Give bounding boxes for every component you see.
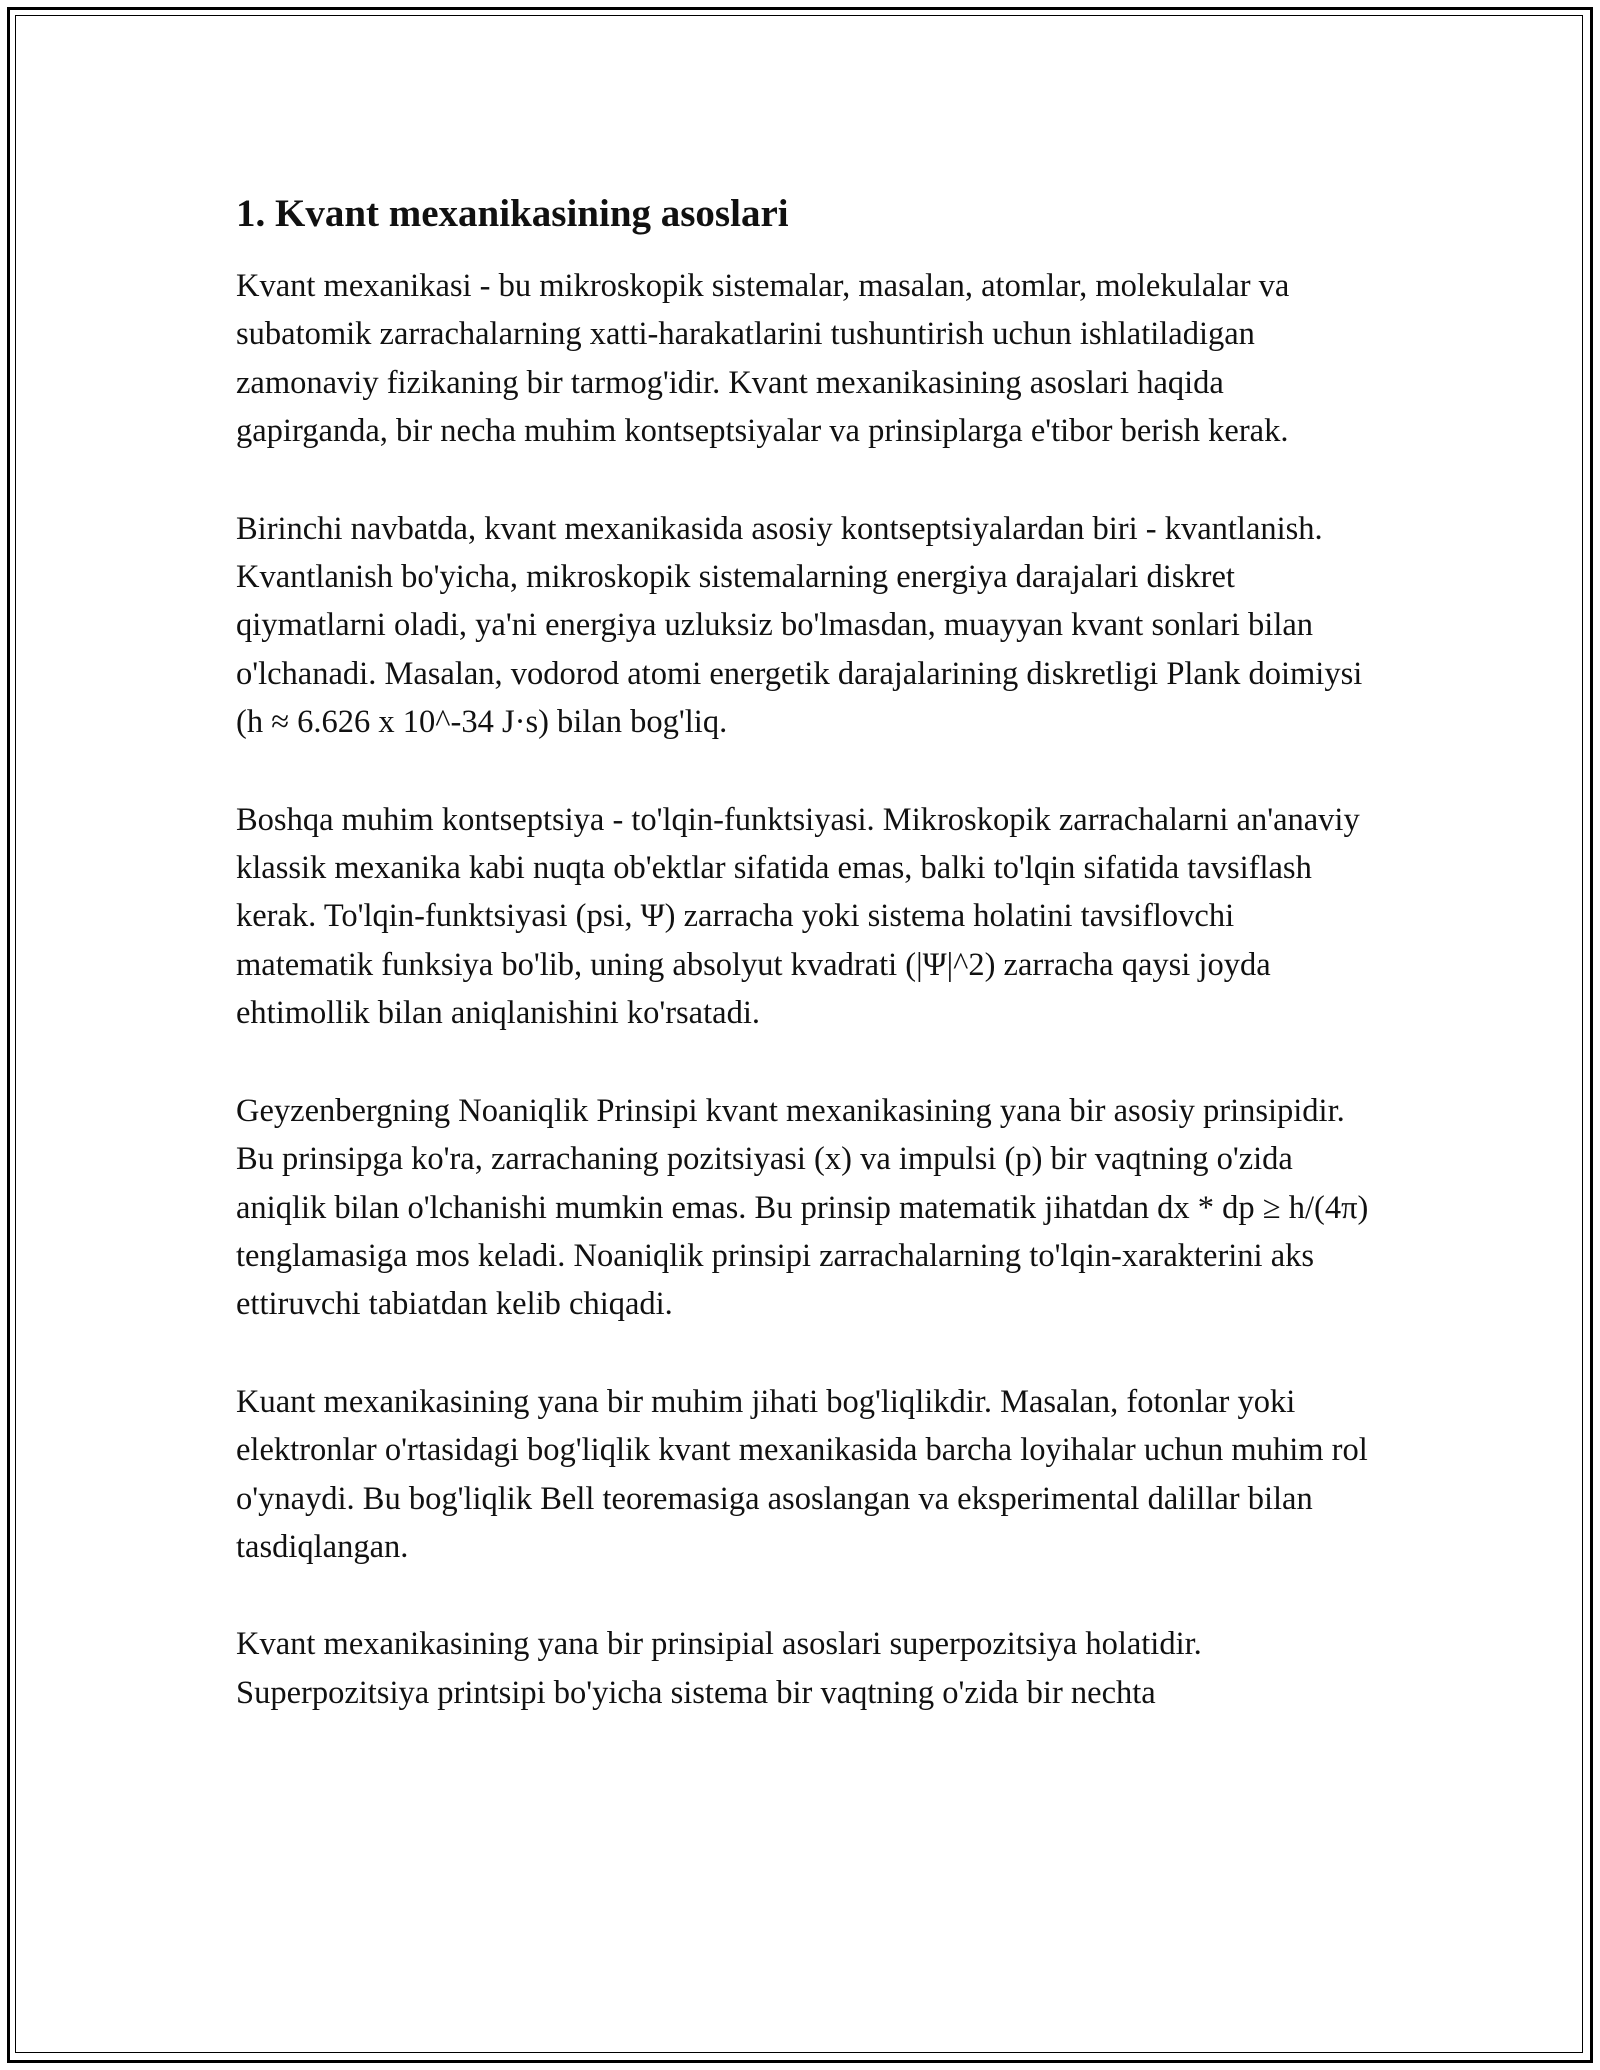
document-body <box>236 185 1376 1717</box>
paragraph-wave-function: Boshqa muhim kontseptsiya - to'lqin-funktsiyasi. Mikroskopik zarrachalarni an'anaviy klassik mexanika kabi nuqta ob'ektlar sifatida emas, balki to'lqin sifatida tavsiflash kerak. To'lqin-funktsiyasi (psi, Ψ) zarracha yoki sistema holatini tavsiflovchi matematik funksiya bo'lib, uning absolyut kvadrati (|Ψ|^2) zarracha qaysi joyda ehtimollik bilan aniqlanishini ko'rsatadi. <box>236 801 1360 1032</box>
paragraph-quantization: Birinchi navbatda, kvant mexanikasida asosiy kontseptsiyalardan biri - kvantlanish. Kvantlanish bo'yicha, mikroskopik sistemalarning energiya darajalari diskret qiymatlarni oladi, ya'ni energiya uzluksiz bo'lmasdan, muayyan kvant sonlari bilan o'lchanadi. Masalan, vodorod atomi energetik darajalarining diskretligi Plank doimiysi (h ≈ 6.626 x 10^-34 J·s) bilan bog'liq. <box>236 510 1363 741</box>
paragraph-uncertainty-principle: Geyzenbergning Noaniqlik Prinsipi kvant mexanikasining yana bir asosiy prinsipidir. Bu prinsipga ko'ra, zarrachaning pozitsiyasi (x) va impulsi (p) bir vaqtning o'zida aniqlik bilan o'lchanishi mumkin emas. Bu prinsip matematik jihatdan dx * dp ≥ h/(4π) tenglamasiga mos keladi. Noaniqlik prinsipi zarrachalarning to'lqin-xarakterini aks ettiruvchi tabiatdan kelib chiqadi. <box>236 1092 1369 1323</box>
section-heading: 1. Kvant mexanikasining asoslari <box>236 192 789 235</box>
paragraph-superposition: Kvant mexanikasining yana bir prinsipial asoslari superpozitsiya holatidir. Superpozitsiya printsipi bo'yicha sistema bir vaqtning o'zida bir nechta <box>236 1626 1202 1711</box>
paragraph-entanglement: Kuant mexanikasining yana bir muhim jihati bog'liqlikdir. Masalan, fotonlar yoki elektronlar o'rtasidagi bog'liqlik kvant mexanikasida barcha loyihalar uchun muhim rol o'ynaydi. Bu bog'liqlik Bell teoremasiga asoslangan va eksperimental dalillar bilan tasdiqlangan. <box>236 1383 1368 1565</box>
paragraph-intro: Kvant mexanikasi - bu mikroskopik sistemalar, masalan, atomlar, molekulalar va subatomik zarrachalarning xatti-harakatlarini tushuntirish uchun ishlatiladigan zamonaviy fizikaning bir tarmog'idir. Kvant mexanikasining asoslari haqida gapirganda, bir necha muhim kontseptsiyalar va prinsiplarga e'tibor berish kerak. <box>236 268 1290 450</box>
